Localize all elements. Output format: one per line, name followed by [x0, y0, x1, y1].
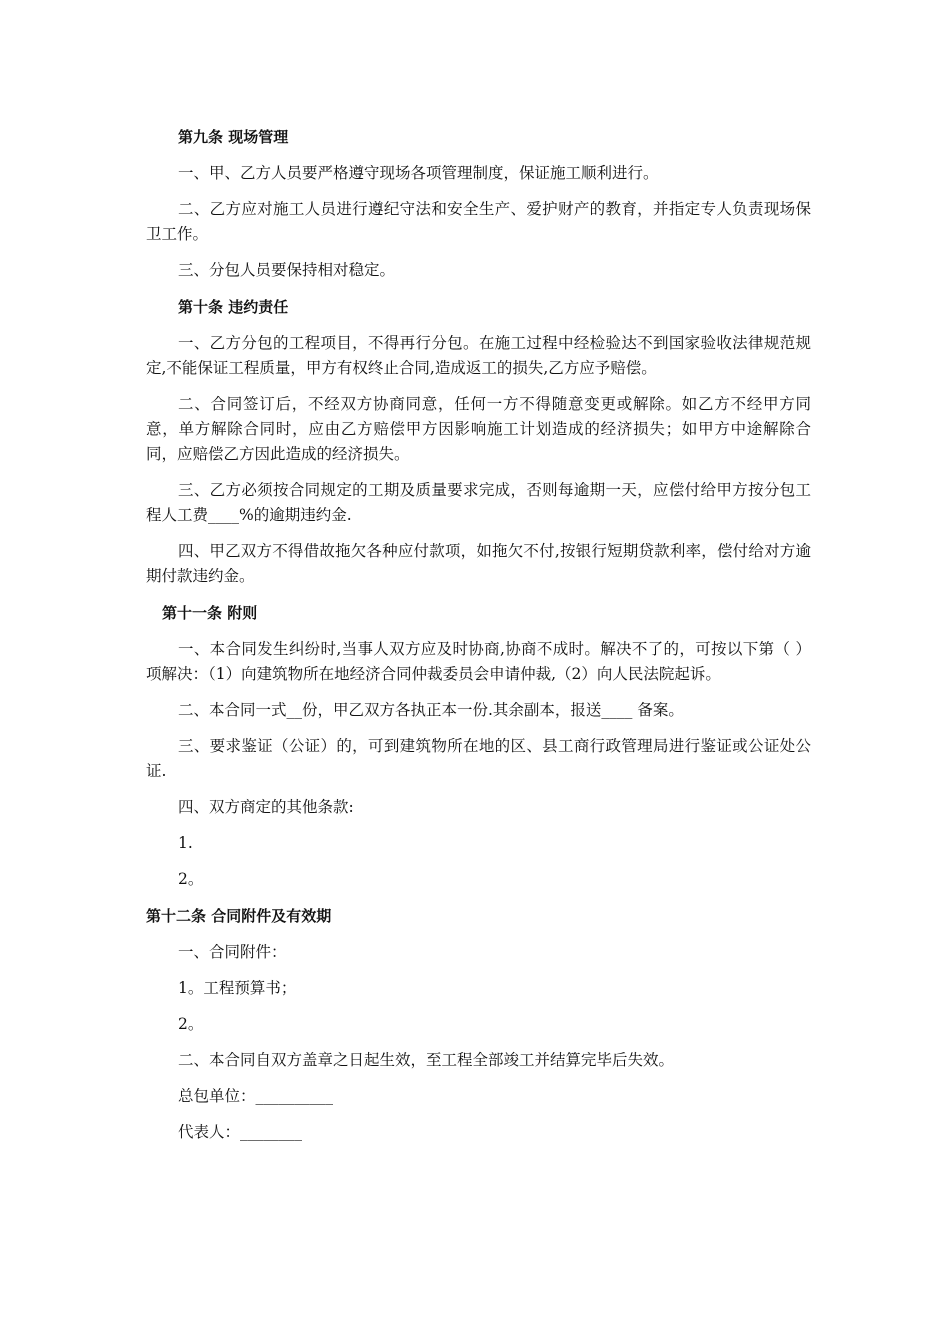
section-10-clause-4: 四、甲乙双方不得借故拖欠各种应付款项，如拖欠不付,按银行短期贷款利率，偿付给对方逾期付款违约金。: [146, 542, 811, 585]
section-11-title: 第十一条 附则: [162, 604, 258, 622]
section-10-title: 第十条 违约责任: [178, 298, 289, 316]
section-11-clause-2: 二、本合同一式__份，甲乙双方各执正本一份.其余副本，报送____ 备案。: [178, 701, 684, 719]
section-12-clause-2: 二、本合同自双方盖章之日起生效，至工程全部竣工并结算完毕后失效。: [178, 1051, 675, 1069]
section-9-title: 第九条 现场管理: [178, 128, 289, 146]
section-12-item-2: 2。: [178, 1015, 204, 1033]
section-9-clause-2: 二、乙方应对施工人员进行遵纪守法和安全生产、爱护财产的教育，并指定专人负责现场保卫工作。: [146, 200, 811, 243]
section-10-clause-3: 三、乙方必须按合同规定的工期及质量要求完成，否则每逾期一天，应偿付给甲方按分包工程人工费____%的逾期违约金.: [146, 481, 811, 524]
section-9-clause-1: 一、甲、乙方人员要严格遵守现场各项管理制度，保证施工顺利进行。: [178, 164, 659, 182]
section-10-clause-2: 二、合同签订后，不经双方协商同意，任何一方不得随意变更或解除。如乙方不经甲方同意，单方解除合同时，应由乙方赔偿甲方因影响施工计划造成的经济损失；如甲方中途解除合同，应赔偿乙方因此造成的经济损失。: [146, 395, 811, 463]
section-12-item-1: 1。工程预算书；: [178, 979, 297, 997]
representative-signature-line: 代表人：________: [178, 1123, 303, 1141]
contractor-signature-line: 总包单位：__________: [178, 1087, 334, 1105]
section-11-item-2: 2。: [178, 870, 204, 888]
contract-body: [146, 124, 811, 1145]
section-11-clause-3: 三、要求鉴证（公证）的，可到建筑物所在地的区、县工商行政管理局进行鉴证或公证处公证.: [146, 737, 811, 780]
section-11-clause-4: 四、双方商定的其他条款:: [178, 798, 354, 816]
section-11-item-1: 1.: [178, 834, 193, 852]
section-10-clause-1: 一、乙方分包的工程项目，不得再行分包。在施工过程中经检验达不到国家验收法律规范规定,不能保证工程质量，甲方有权终止合同,造成返工的损失,乙方应予赔偿。: [146, 334, 811, 377]
section-9-clause-3: 三、分包人员要保持相对稳定。: [178, 261, 396, 279]
section-11-clause-1: 一、本合同发生纠纷时,当事人双方应及时协商,协商不成时。解决不了的，可按以下第（ ）项解决：（1）向建筑物所在地经济合同仲裁委员会申请仲裁,（2）向人民法院起诉。: [146, 640, 811, 683]
section-12-title: 第十二条 合同附件及有效期: [146, 907, 332, 925]
section-12-clause-1: 一、合同附件：: [178, 943, 287, 961]
